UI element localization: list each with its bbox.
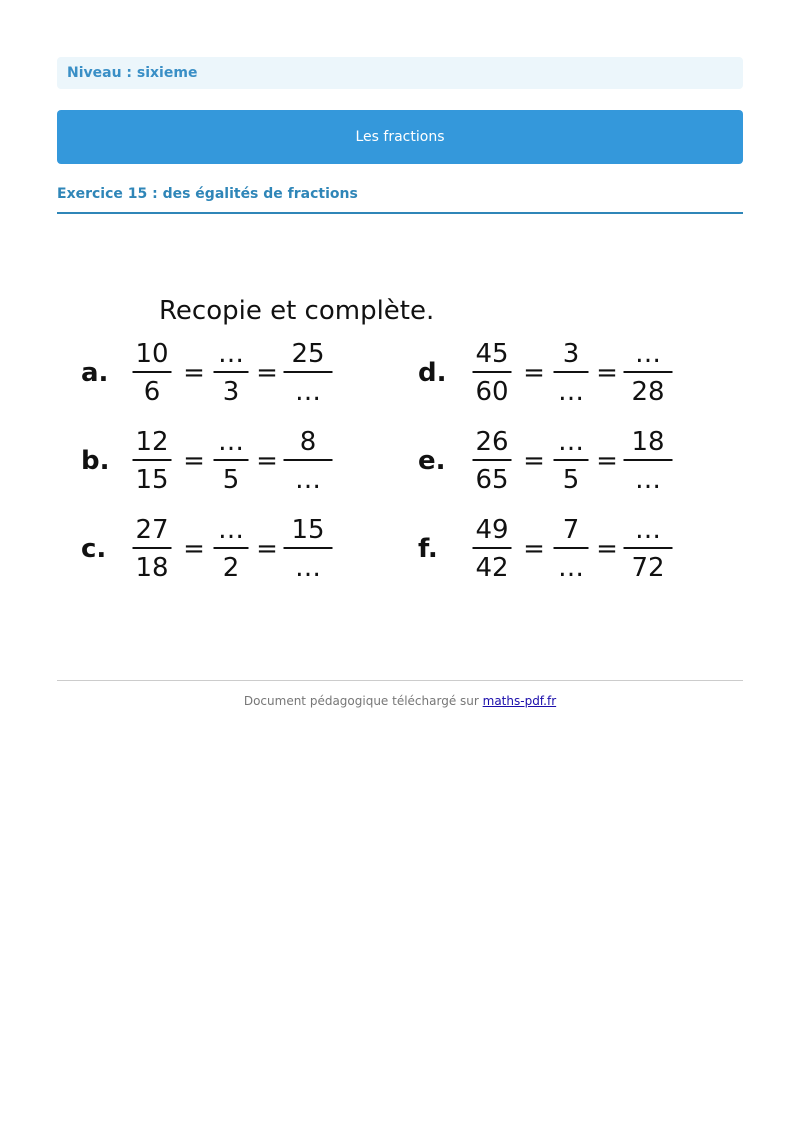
item-label: d. (418, 358, 447, 388)
equals-sign: = (596, 534, 618, 564)
fraction-numerator: 49 (475, 515, 509, 545)
equals-sign: = (596, 358, 618, 388)
fraction-numerator: 18 (631, 427, 665, 457)
exercise-item (418, 427, 673, 495)
item-label: b. (81, 446, 110, 476)
fraction-numerator: 10 (135, 339, 169, 369)
fraction-denominator: 6 (143, 377, 161, 407)
fraction-numerator: … (218, 515, 244, 545)
level-banner: Niveau : sixieme (57, 57, 743, 89)
fraction-numerator: 27 (135, 515, 169, 545)
fraction-numerator: 25 (291, 339, 325, 369)
equals-sign: = (256, 534, 278, 564)
fraction-numerator: … (635, 515, 661, 545)
exercise-item (81, 427, 333, 495)
fraction-denominator: … (295, 377, 321, 407)
fraction-denominator: … (295, 465, 321, 495)
fraction-denominator: 18 (135, 553, 169, 583)
equals-sign: = (523, 358, 545, 388)
item-label: f. (418, 534, 438, 564)
footer-link[interactable]: maths-pdf.fr (482, 694, 557, 708)
exercise-item (418, 339, 673, 407)
fraction-numerator: … (218, 427, 244, 457)
page-title: Les fractions (57, 110, 743, 164)
item-label: a. (81, 358, 109, 388)
fraction-denominator: 2 (222, 553, 240, 583)
fraction-numerator: 3 (562, 339, 580, 369)
item-label: e. (418, 446, 446, 476)
exercise-item (81, 515, 333, 583)
fraction-numerator: … (635, 339, 661, 369)
fraction-denominator: … (635, 465, 661, 495)
fraction-denominator: 5 (562, 465, 580, 495)
fraction-denominator: 5 (222, 465, 240, 495)
equals-sign: = (256, 446, 278, 476)
footer (0, 694, 800, 708)
exercise-item (81, 339, 333, 407)
equals-sign: = (183, 446, 205, 476)
fraction-denominator: … (558, 553, 584, 583)
exercise-instruction: Recopie et complète. (159, 296, 435, 326)
exercise-svg (57, 280, 743, 590)
fraction-numerator: 15 (291, 515, 325, 545)
fraction-denominator: 65 (475, 465, 509, 495)
equals-sign: = (523, 534, 545, 564)
fraction-denominator: … (558, 377, 584, 407)
fraction-denominator: 42 (475, 553, 509, 583)
exercise-item (418, 515, 673, 583)
fraction-denominator: 72 (631, 553, 665, 583)
fraction-denominator: 60 (475, 377, 509, 407)
item-label: c. (81, 534, 107, 564)
fraction-numerator: … (218, 339, 244, 369)
fraction-numerator: 26 (475, 427, 509, 457)
fraction-denominator: … (295, 553, 321, 583)
exercise-title: Exercice 15 : des égalités de fractions (57, 186, 743, 214)
fraction-denominator: 15 (135, 465, 169, 495)
fraction-denominator: 28 (631, 377, 665, 407)
fraction-numerator: 12 (135, 427, 169, 457)
fraction-numerator: 8 (299, 427, 317, 457)
equals-sign: = (523, 446, 545, 476)
exercise-items (81, 339, 673, 583)
exercise-figure (57, 280, 743, 590)
equals-sign: = (183, 358, 205, 388)
equals-sign: = (596, 446, 618, 476)
fraction-numerator: 7 (562, 515, 580, 545)
footer-divider (57, 680, 743, 681)
equals-sign: = (256, 358, 278, 388)
fraction-numerator: … (558, 427, 584, 457)
fraction-denominator: 3 (222, 377, 240, 407)
equals-sign: = (183, 534, 205, 564)
fraction-numerator: 45 (475, 339, 509, 369)
footer-text: Document pédagogique téléchargé sur (243, 694, 483, 708)
